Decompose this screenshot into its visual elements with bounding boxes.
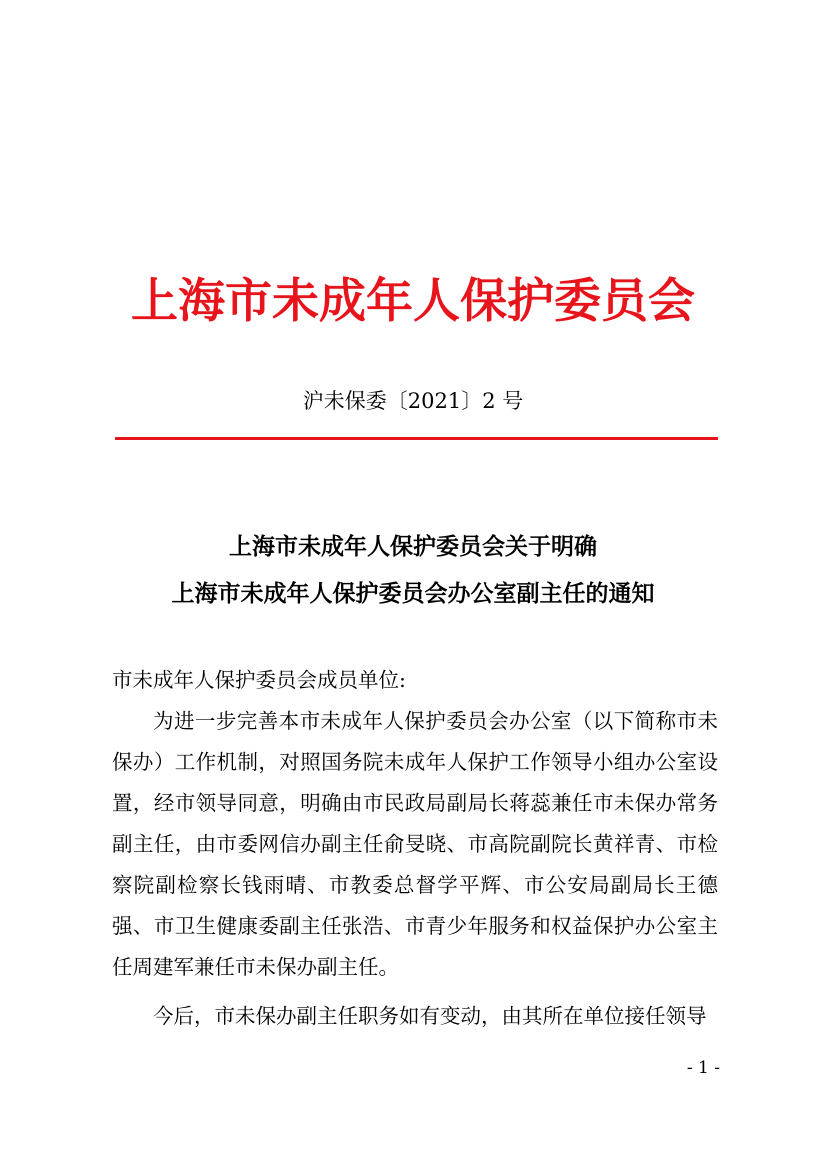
body-paragraph: 为进一步完善本市未成年人保护委员会办公室（以下简称市未保办）工作机制，对照国务院未成年人保护工作领导小组办公室设置，经市领导同意，明确由市民政局副局长蒋蕊兼任市未保办常务副主任，由市委网信办副主任俞旻晓、市高院副院长黄祥青、市检察院副检察长钱雨晴、市教委总督学平辉、市公安局副局长王德强、市卫生健康委副主任张浩、市青少年服务和权益保护办公室主任周建军兼任市未保办副主任。 bbox=[112, 709, 718, 979]
issuing-organization-header: 上海市未成年人保护委员会 bbox=[131, 274, 695, 329]
document-title-line-1: 上海市未成年人保护委员会关于明确 bbox=[229, 534, 597, 560]
salutation: 市未成年人保护委员会成员单位: bbox=[112, 668, 406, 692]
page-number: - 1 - bbox=[686, 1058, 720, 1078]
body-paragraph: 今后，市未保办副主任职务如有变动，由其所在单位接任领导 bbox=[153, 1004, 707, 1028]
document-title-line-2: 上海市未成年人保护委员会办公室副主任的通知 bbox=[171, 581, 655, 607]
document-number: 沪未保委〔2021〕2 号 bbox=[302, 389, 524, 413]
red-separator-line bbox=[115, 437, 718, 440]
